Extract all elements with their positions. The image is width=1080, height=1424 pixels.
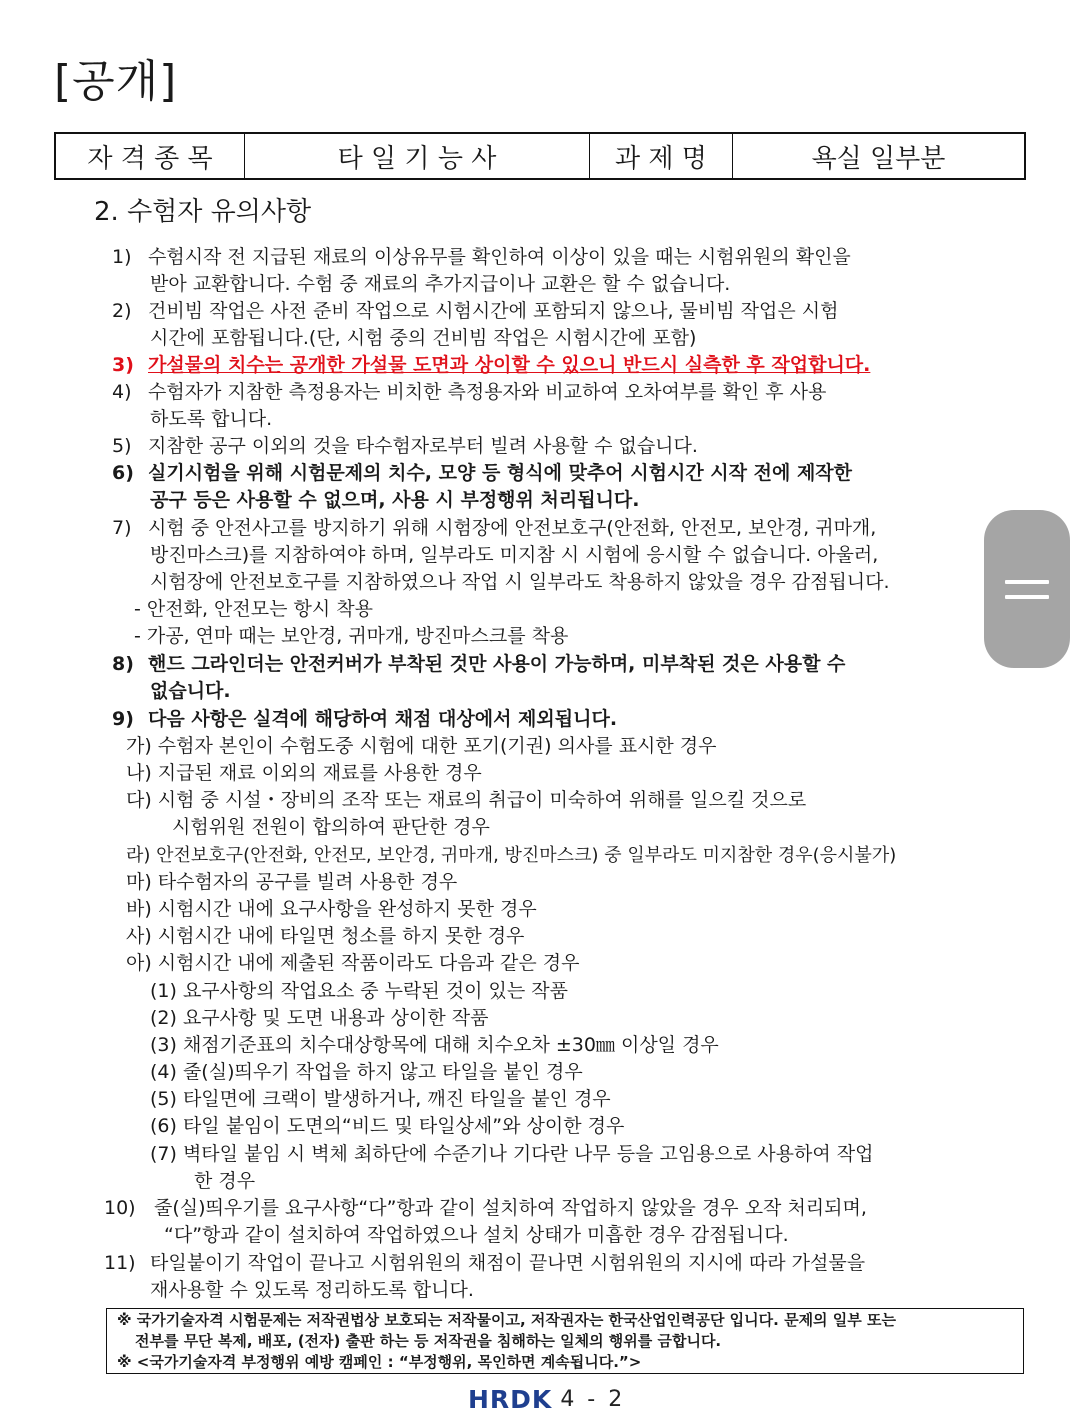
list-item-continuation: 공구 등은 사용할 수 없으며, 사용 시 부정행위 처리됩니다. (150, 489, 640, 511)
dash-item: - 가공, 연마 때는 보안경, 귀마개, 방진마스크를 착용 (134, 625, 569, 647)
sub-item: 가) 수험자 본인이 수험도중 시험에 대한 포기(기권) 의사를 표시한 경우 (126, 735, 717, 757)
numbered-sub-item: (6) 타일 붙임이 도면의“비드 및 타일상세”와 상이한 경우 (150, 1115, 625, 1137)
sub-item: 사) 시험시간 내에 타일면 청소를 하지 못한 경우 (126, 925, 525, 947)
copyright-notice-line: ※ 국가기술자격 시험문제는 저작권법상 보호되는 저작물이고, 저작권자는 한국산업인력공단 입니다. 문제의 일부 또는 (117, 1311, 896, 1329)
list-item: 11) 타일붙이기 작업이 끝나고 시험위원의 채점이 끝나면 시험위원의 지시에 따라 가설물을 (104, 1252, 866, 1274)
sub-item: 아) 시험시간 내에 제출된 작품이라도 다음과 같은 경우 (126, 952, 580, 974)
list-item-continuation: 받아 교환합니다. 수험 중 재료의 추가지급이나 교환은 할 수 없습니다. (150, 273, 731, 295)
qualification-value: 타 일 기 능 사 (245, 133, 590, 179)
task-name-label: 과 제 명 (590, 133, 733, 179)
info-table (54, 132, 1026, 180)
list-item: 10) 줄(실)띄우기를 요구사항“다”항과 같이 설치하여 작업하지 않았을 경우 오작 처리되며, (104, 1197, 867, 1219)
hrdk-logo: HRDK (468, 1384, 553, 1414)
numbered-sub-item: (4) 줄(실)띄우기 작업을 하지 않고 타일을 붙인 경우 (150, 1061, 583, 1083)
list-item: 1) 수험시작 전 지급된 재료의 이상유무를 확인하여 이상이 있을 때는 시험위원의 확인을 (112, 246, 851, 268)
list-item: 2) 건비빔 작업은 사전 준비 작업으로 시험시간에 포함되지 않으나, 물비빔 작업은 시험 (112, 300, 839, 322)
numbered-sub-item: (3) 채점기준표의 치수대상항목에 대해 치수오차 ±30㎜ 이상일 경우 (150, 1034, 719, 1056)
sub-item: 다) 시험 중 시설・장비의 조작 또는 재료의 취급이 미숙하여 위해를 일으킬 것으로 (126, 789, 807, 811)
section-title: 2. 수험자 유의사항 (94, 197, 312, 227)
copyright-notice-line: 전부를 무단 복제, 배포, (전자) 출판 하는 등 저작권을 침해하는 일체의 행위를 금합니다. (135, 1332, 722, 1350)
numbered-sub-item-continuation: 한 경우 (194, 1170, 256, 1192)
scroll-handle[interactable] (984, 510, 1070, 668)
numbered-sub-item: (7) 벽타일 붙임 시 벽체 최하단에 수준기나 기다란 나무 등을 고임용으로 사용하여 작업 (150, 1143, 874, 1165)
numbered-sub-item: (2) 요구사항 및 도면 내용과 상이한 작품 (150, 1007, 489, 1029)
document-heading: [공개] (54, 56, 178, 107)
qualification-label: 자 격 종 목 (55, 133, 245, 179)
copyright-notice-box (106, 1308, 1024, 1374)
list-item-continuation: “다”항과 같이 설치하여 작업하였으나 설치 상태가 미흡한 경우 감점됩니다. (164, 1224, 789, 1246)
list-item-bold: 9) 다음 사항은 실격에 해당하여 채점 대상에서 제외됩니다. (112, 708, 618, 730)
page-number: 4 - 2 (560, 1386, 626, 1412)
list-item-continuation: 재사용할 수 있도록 정리하도록 합니다. (150, 1279, 474, 1301)
list-item-highlighted: 3) 가설물의 치수는 공개한 가설물 도면과 상이할 수 있으니 반드시 실측한 후 작업합니다. (112, 354, 871, 376)
numbered-sub-item: (1) 요구사항의 작업요소 중 누락된 것이 있는 작품 (150, 980, 568, 1002)
task-name-value: 욕실 일부분 (733, 133, 1026, 179)
page-footer (468, 1384, 625, 1414)
numbered-sub-item: (5) 타일면에 크랙이 발생하거나, 깨진 타일을 붙인 경우 (150, 1088, 611, 1110)
list-item-bold: 6) 실기시험을 위해 시험문제의 치수, 모양 등 형식에 맞추어 시험시간 시작 전에 제작한 (112, 462, 853, 484)
list-item-continuation: 방진마스크)를 지참하여야 하며, 일부라도 미지참 시 시험에 응시할 수 없습니다. 아울러, (150, 544, 879, 566)
list-item-continuation: 없습니다. (150, 680, 231, 702)
sub-item: 마) 타수험자의 공구를 빌려 사용한 경우 (126, 871, 458, 893)
dash-item: - 안전화, 안전모는 항시 착용 (134, 598, 373, 620)
campaign-notice-line: ※ <국가기술자격 부정행위 예방 캠페인 : “부정행위, 목인하면 계속됩니다.”> (117, 1353, 642, 1371)
list-item: 5) 지참한 공구 이외의 것을 타수험자로부터 빌려 사용할 수 없습니다. (112, 435, 698, 457)
sub-item-continuation: 시험위원 전원이 합의하여 판단한 경우 (172, 816, 490, 838)
sub-item: 라) 안전보호구(안전화, 안전모, 보안경, 귀마개, 방진마스크) 중 일부라도 미지참한 경우(응시불가) (126, 845, 897, 866)
sub-item: 나) 지급된 재료 이외의 재료를 사용한 경우 (126, 762, 482, 784)
list-item: 7) 시험 중 안전사고를 방지하기 위해 시험장에 안전보호구(안전화, 안전모, 보안경, 귀마개, (112, 517, 877, 539)
sub-item: 바) 시험시간 내에 요구사항을 완성하지 못한 경우 (126, 898, 537, 920)
list-item-bold: 8) 핸드 그라인더는 안전커버가 부착된 것만 사용이 가능하며, 미부착된 것은 사용할 수 (112, 653, 846, 675)
list-item-continuation: 시간에 포함됩니다.(단, 시험 중의 건비빔 작업은 시험시간에 포함) (150, 327, 697, 349)
menu-lines-icon (1005, 580, 1049, 584)
list-item: 4) 수험자가 지참한 측정용자는 비치한 측정용자와 비교하여 오차여부를 확인 후 사용 (112, 381, 827, 403)
list-item-continuation: 하도록 합니다. (150, 408, 273, 430)
list-item-continuation: 시험장에 안전보호구를 지참하였으나 작업 시 일부라도 착용하지 않았을 경우 감점됩니다. (150, 571, 890, 593)
